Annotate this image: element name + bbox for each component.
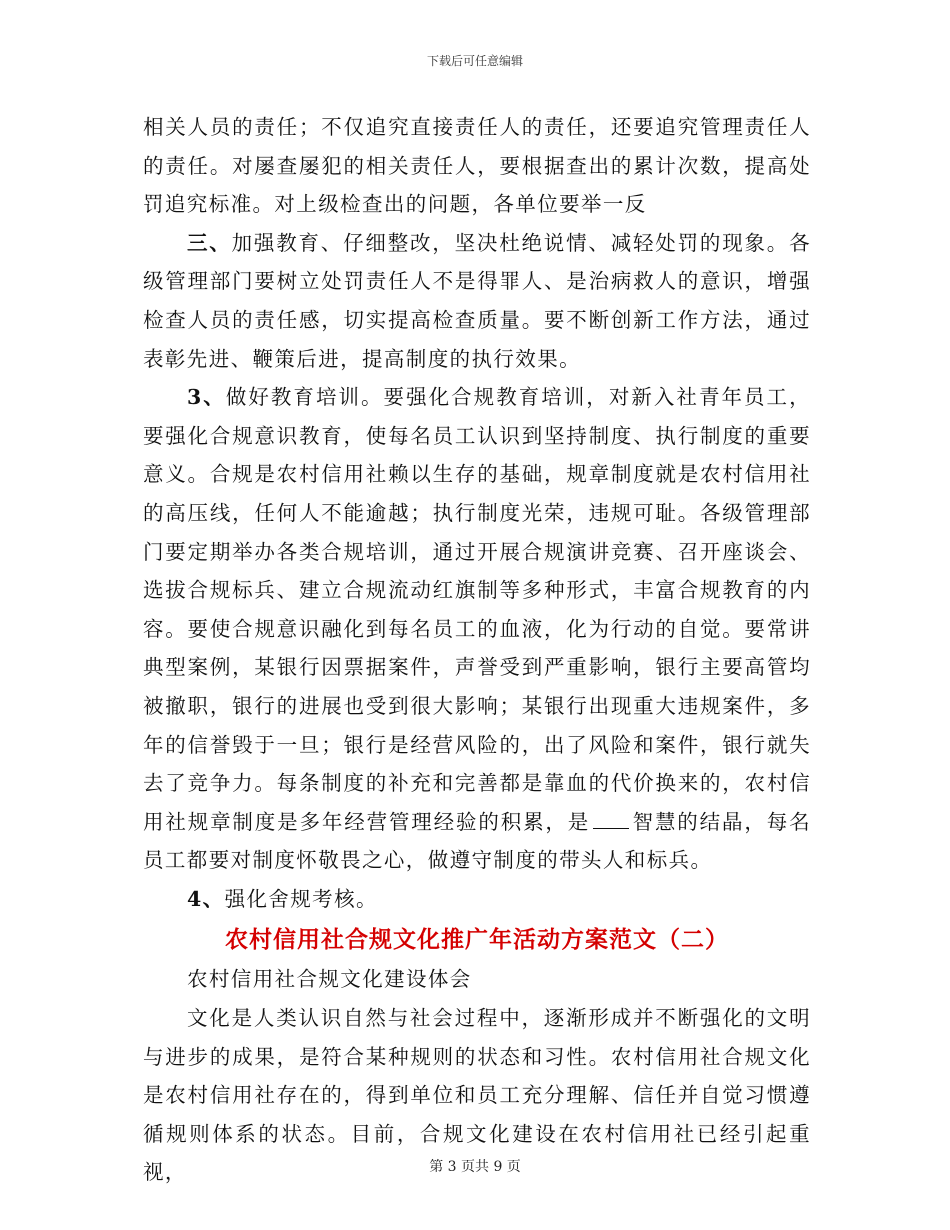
paragraph-education-training: [143, 378, 811, 880]
paragraph-education-rectification: [143, 224, 811, 378]
paragraph-text: 加强教育、仔细整改，坚决杜绝说情、减轻处罚的现象。各级管理部门要树立处罚责任人不是得罪人、是治病救人的意识，增强检查人员的责任感，切实提高检查质量。要不断创新工作方法，通过表彰先进、鞭策后进，提高制度的执行效果。: [143, 230, 811, 371]
paragraph-text-continued: 智慧的结晶，每名员工都要对制度怀敬畏之心，做遵守制度的带头人和标兵。: [143, 809, 811, 873]
paragraph-responsibility: 相关人员的责任；不仅追究直接责任人的责任，还要追究管理责任人的责任。对屡查屡犯的相关责任人，要根据查出的累计次数，提高处罚追究标准。对上级检查出的问题，各单位要举一反: [143, 115, 811, 217]
page-footer: 第 3 页共 9 页: [429, 1159, 521, 1175]
paragraph-assessment: [143, 880, 811, 919]
paragraph-text: 强化舍规考核。: [224, 886, 378, 911]
paragraph-culture: 文化是人类认识自然与社会过程中，逐渐形成并不断强化的文明与进步的成果，是符合某种规则的状态和习性。农村信用社合规文化是农村信用社存在的，得到单位和员工充分理解、信任并自觉习惯遵循规则体系的状态。目前，合规文化建设在农村信用社已经引起重视，: [143, 1006, 811, 1185]
page-header: 下载后可任意编辑: [426, 54, 523, 68]
blank-underline: [593, 808, 629, 829]
paragraph-text: 做好教育培训。要强化合规教育培训，对新入社青年员工，要强化合规意识教育，使每名员工认识到坚持制度、执行制度的重要意义。合规是农村信用社赖以生存的基础，规章制度就是农村信用社的高压线，任何人不能逾越；执行制度光荣，违规可耻。各级管理部门要定期举办各类合规培训，通过开展合规演讲竞赛、召开座谈会、选拔合规标兵、建立合规流动红旗制等多种形式，丰富合规教育的内容。要使合规意识融化到每名员工的血液，化为行动的自觉。要常讲典型案例，某银行因票据案件，声誉受到严重影响，银行主要高管均被撤职，银行的进展也受到很大影响；某银行出现重大违规案件，多年的信誉毁于一旦；银行是经营风险的，出了风险和案件，银行就失去了竞争力。每条制度的补充和完善都是靠血的代价换来的，农村信用社规章制度是多年经营管理经验的积累，是: [143, 385, 811, 834]
section-title: 农村信用社合规文化推广年活动方案范文（二）: [225, 926, 729, 954]
document-body: [143, 108, 811, 1192]
paragraph-number: 3、: [187, 385, 226, 410]
paragraph-number: 三、: [187, 230, 232, 255]
section-subtitle: 农村信用社合规文化建设体会: [187, 967, 472, 992]
paragraph-number: 4、: [187, 886, 225, 911]
